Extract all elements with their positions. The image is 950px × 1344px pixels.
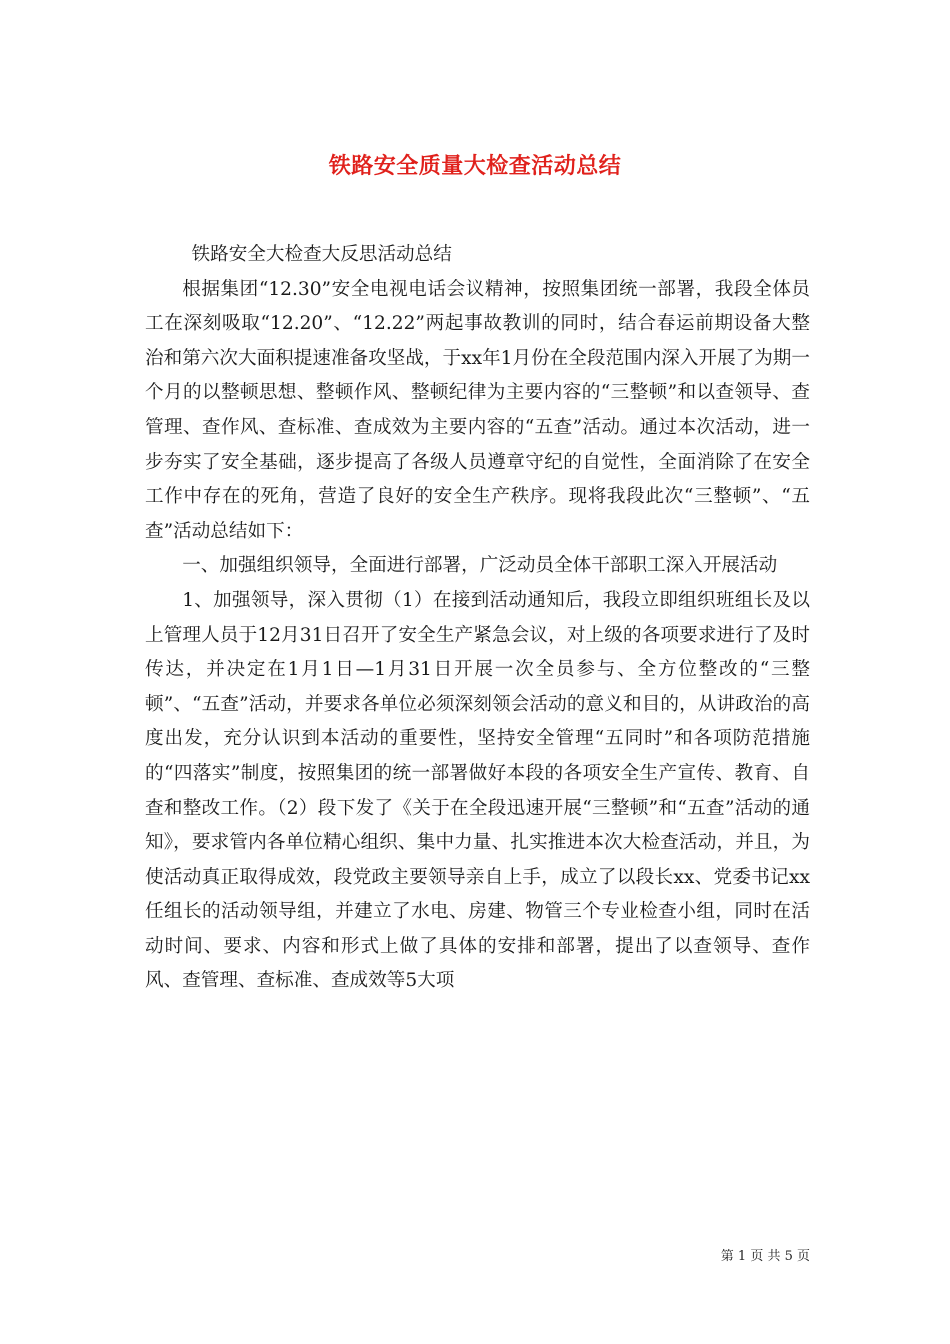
document-title: 铁路安全质量大检查活动总结: [328, 152, 622, 179]
paragraph-leadership: 1、加强领导，深入贯彻（1）在接到活动通知后，我段立即组织班组长及以上管理人员于12月31日召开了安全生产紧急会议，对上级的各项要求进行了及时传达，并决定在1月1日—1月31日开展一次全员参与、全方位整改的“三整顿”、“五查”活动，并要求各单位必须深刻领会活动的意义和目的，从讲政治的高度出发，充分认识到本活动的重要性，坚持安全管理“五同时”和各项防范措施的“四落实”制度，按照集团的统一部署做好本段的各项安全生产宣传、教育、自查和整改工作。（2）段下发了《关于在全段迅速开展“三整顿”和“五查”活动的通知》，要求管内各单位精心组织、集中力量、扎实推进本次大检查活动，并且，为使活动真正取得成效，段党政主要领导亲自上手，成立了以段长xx、党委书记xx任组长的活动领导组，并建立了水电、房建、物管三个专业检查小组，同时在活动时间、要求、内容和形式上做了具体的安排和部署，提出了以查领导、查作风、查管理、查标准、查成效等5大项: [145, 589, 810, 992]
paragraph-intro: 根据集团“12.30”安全电视电话会议精神，按照集团统一部署，我段全体员工在深刻吸取“12.20”、“12.22”两起事故教训的同时，结合春运前期设备大整治和第六次大面积提速准备攻坚战，于xx年1月份在全段范围内深入开展了为期一个月的以整顿思想、整顿作风、整顿纪律为主要内容的“三整顿”和以查领导、查管理、查作风、查标准、查成效为主要内容的“五查”活动。通过本次活动，进一步夯实了安全基础，逐步提高了各级人员遵章守纪的自觉性，全面消除了在安全工作中存在的死角，营造了良好的安全生产秩序。现将我段此次“三整顿”、“五查”活动总结如下：: [145, 278, 810, 542]
document-body: [145, 238, 810, 999]
paragraph-section-heading: 一、加强组织领导，全面进行部署，广泛动员全体干部职工深入开展活动: [182, 555, 778, 577]
document-subtitle: 铁路安全大检查大反思活动总结: [191, 244, 452, 265]
page-number: 第 1 页 共 5 页: [720, 1249, 810, 1264]
